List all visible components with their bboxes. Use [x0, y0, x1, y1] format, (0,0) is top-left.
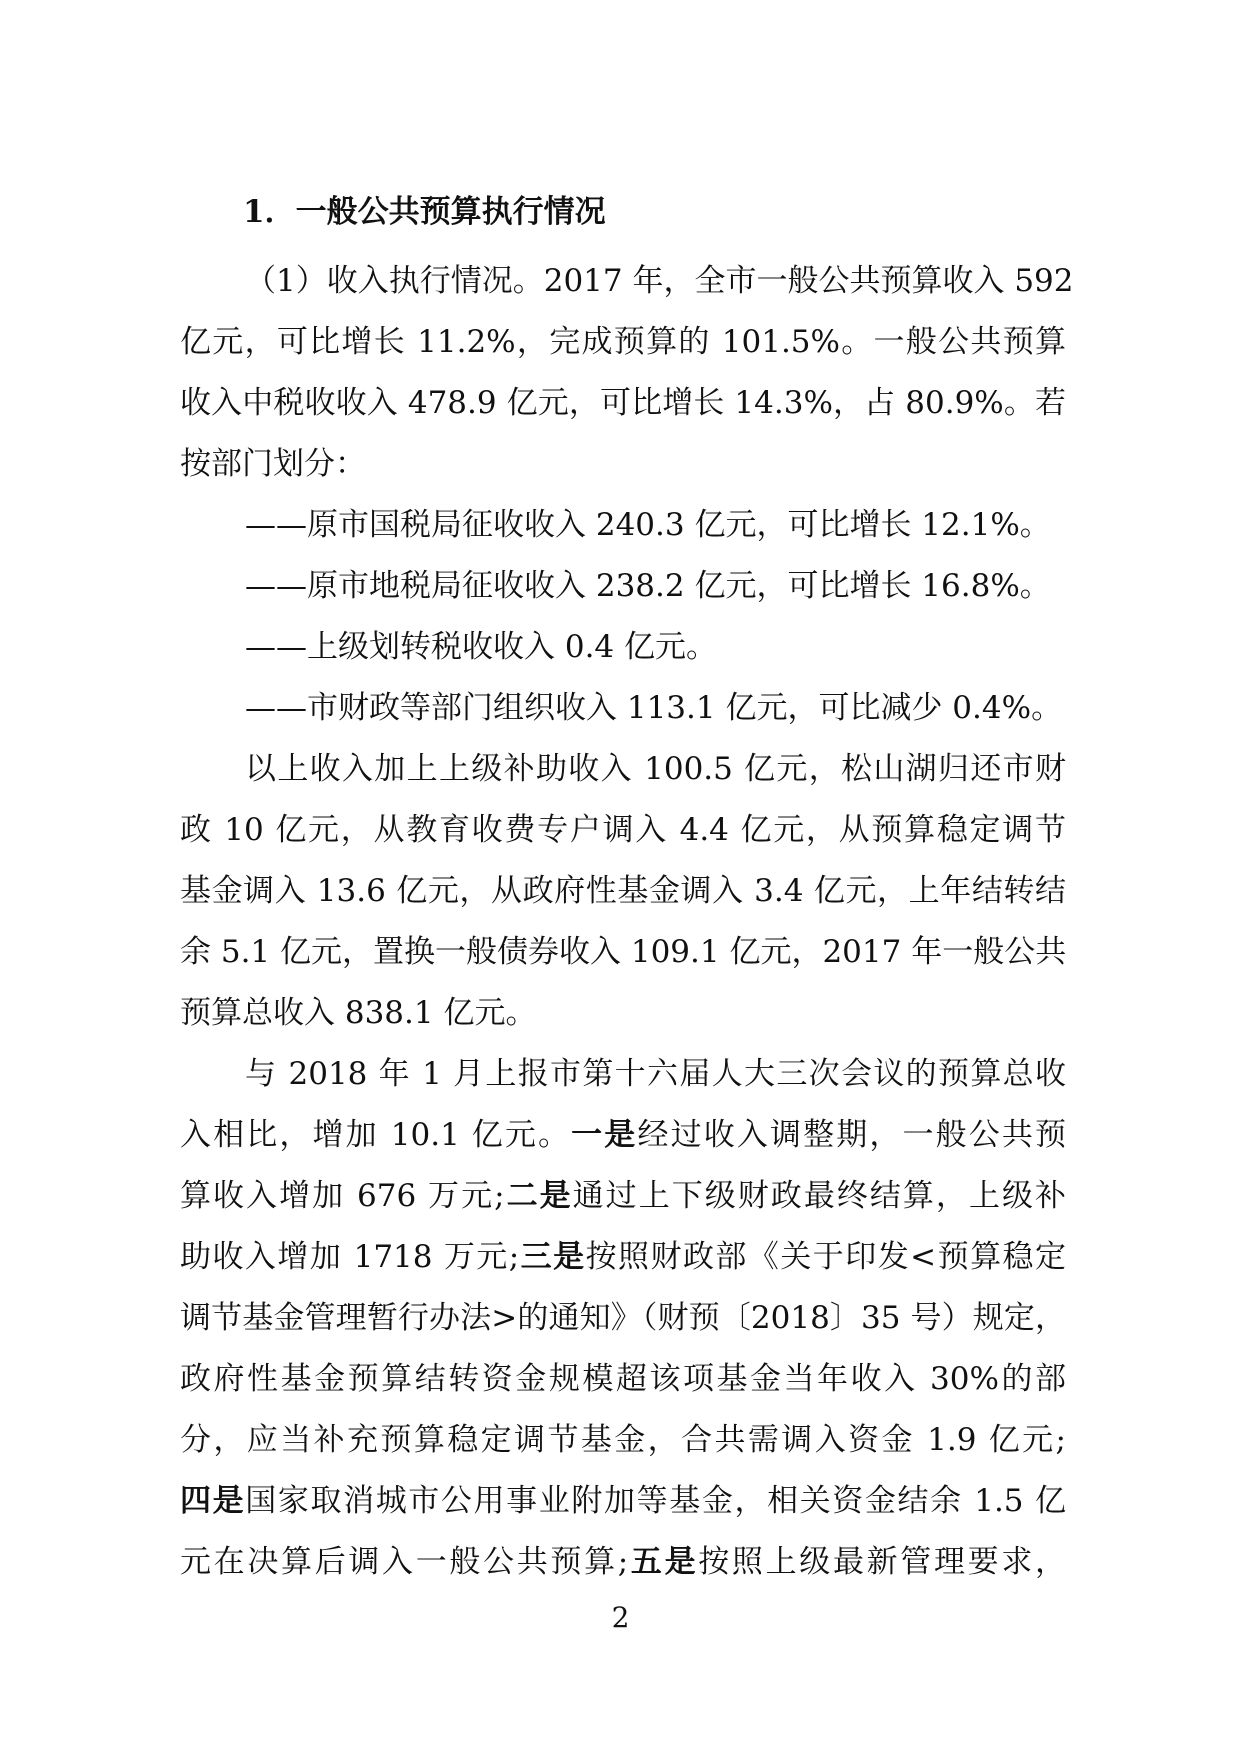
paragraph-line: （1）收入执行情况。2017 年，全市一般公共预算收入 592: [245, 263, 1074, 299]
emphasis: 三是: [519, 1239, 586, 1275]
emphasis: 二是: [504, 1178, 573, 1214]
paragraph-line: 入相比，增加 10.1 亿元。一是经过收入调整期，一般公共预: [180, 1117, 1067, 1153]
paragraph-line: 与 2018 年 1 月上报市第十六届人大三次会议的预算总收: [245, 1056, 1066, 1092]
paragraph-line: 以上收入加上上级补助收入 100.5 亿元，松山湖归还市财: [245, 751, 1066, 787]
paragraph-line: 亿元，可比增长 11.2%，完成预算的 101.5%。一般公共预算: [180, 324, 1066, 360]
list-item: ——原市国税局征收收入 240.3 亿元，可比增长 12.1%。: [245, 507, 1051, 543]
paragraph-line: 算收入增加 676 万元;二是通过上下级财政最终结算，上级补: [180, 1178, 1067, 1214]
list-item: ——原市地税局征收收入 238.2 亿元，可比增长 16.8%。: [245, 568, 1051, 604]
list-item: ——上级划转税收收入 0.4 亿元。: [245, 629, 718, 665]
paragraph-line: 四是国家取消城市公用事业附加等基金，相关资金结余 1.5 亿: [180, 1483, 1066, 1519]
emphasis: 四是: [180, 1483, 246, 1519]
paragraph-line: 按部门划分：: [180, 446, 366, 482]
paragraph-line: 政府性基金预算结转资金规模超该项基金当年收入 30%的部: [180, 1361, 1066, 1397]
section-heading: 1．一般公共预算执行情况: [243, 194, 606, 230]
paragraph-line: 基金调入 13.6 亿元，从政府性基金调入 3.4 亿元，上年结转结: [180, 873, 1066, 909]
paragraph-line: 政 10 亿元，从教育收费专户调入 4.4 亿元，从预算稳定调节: [180, 812, 1066, 848]
paragraph-line: 分，应当补充预算稳定调节基金，合共需调入资金 1.9 亿元;: [180, 1422, 1066, 1458]
emphasis: 五是: [628, 1544, 699, 1580]
page-number: 2: [611, 1601, 630, 1634]
paragraph-line: 预算总收入 838.1 亿元。: [180, 995, 537, 1031]
paragraph-line: 收入中税收收入 478.9 亿元，可比增长 14.3%，占 80.9%。若: [180, 385, 1066, 421]
emphasis: 一是: [571, 1117, 638, 1153]
paragraph-line: 元在决算后调入一般公共预算;五是按照上级最新管理要求，: [180, 1544, 1066, 1580]
paragraph-line: 助收入增加 1718 万元;三是按照财政部《关于印发<预算稳定: [180, 1239, 1066, 1275]
paragraph-line: 调节基金管理暂行办法>的通知》（财预〔2018〕35 号）规定，: [180, 1300, 1066, 1336]
paragraph-line: 余 5.1 亿元，置换一般债券收入 109.1 亿元，2017 年一般公共: [180, 934, 1067, 970]
list-item: ——市财政等部门组织收入 113.1 亿元，可比减少 0.4%。: [245, 690, 1063, 726]
